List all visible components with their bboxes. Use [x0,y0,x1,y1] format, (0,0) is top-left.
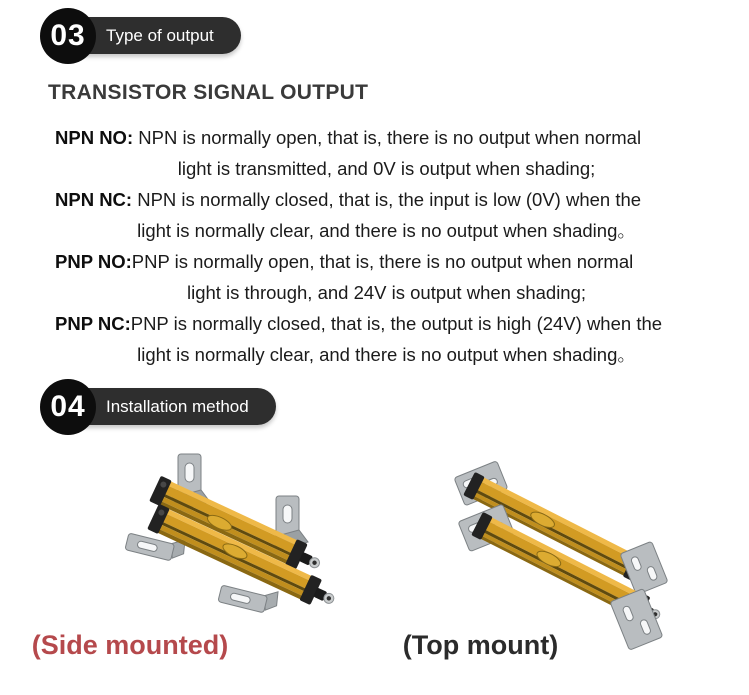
output-type-text-line2: light is normally clear, and there is no output when shading。 [137,220,636,241]
output-type-text-line1: PNP is normally open, that is, there is no output when normal [131,251,634,272]
side-mounted-caption: (Side mounted) [31,630,229,660]
top-mount-caption: (Top mount) [402,630,559,660]
section-title-pill: Type of output [66,17,241,54]
section-badge-03 [40,8,310,68]
output-type-item-pnp-no [55,246,718,308]
output-type-label: NPN NC: [55,189,138,210]
output-type-label: PNP NC: [55,313,131,334]
output-type-item-npn-no [55,122,718,184]
output-type-text-line1: NPN is normally open, that is, there is no output when normal [138,127,642,148]
output-type-item-npn-nc [55,184,718,246]
section-title-pill: Installation method [66,388,276,425]
output-type-text-line1: NPN is normally closed, that is, the input is low (0V) when the [137,189,642,210]
transistor-signal-output-heading: TRANSISTOR SIGNAL OUTPUT [48,81,369,104]
section-badge-04 [40,379,310,439]
top-mount-product-image [448,458,720,658]
output-type-item-pnp-nc [55,308,718,370]
output-descriptions [55,122,718,370]
output-type-text-line2: light is through, and 24V is output when shading; [186,282,587,303]
output-type-label: NPN NO: [55,127,139,148]
section-number-circle: 03 [40,8,96,64]
section-number-circle: 04 [40,379,96,435]
output-type-label: PNP NO: [55,251,132,272]
output-type-text-line2: light is normally clear, and there is no output when shading。 [137,344,636,365]
side-mounted-product-image [92,446,354,632]
output-type-text-line2: light is transmitted, and 0V is output when shading; [177,158,596,179]
output-type-text-line1: PNP is normally closed, that is, the output is high (24V) when the [130,313,663,334]
